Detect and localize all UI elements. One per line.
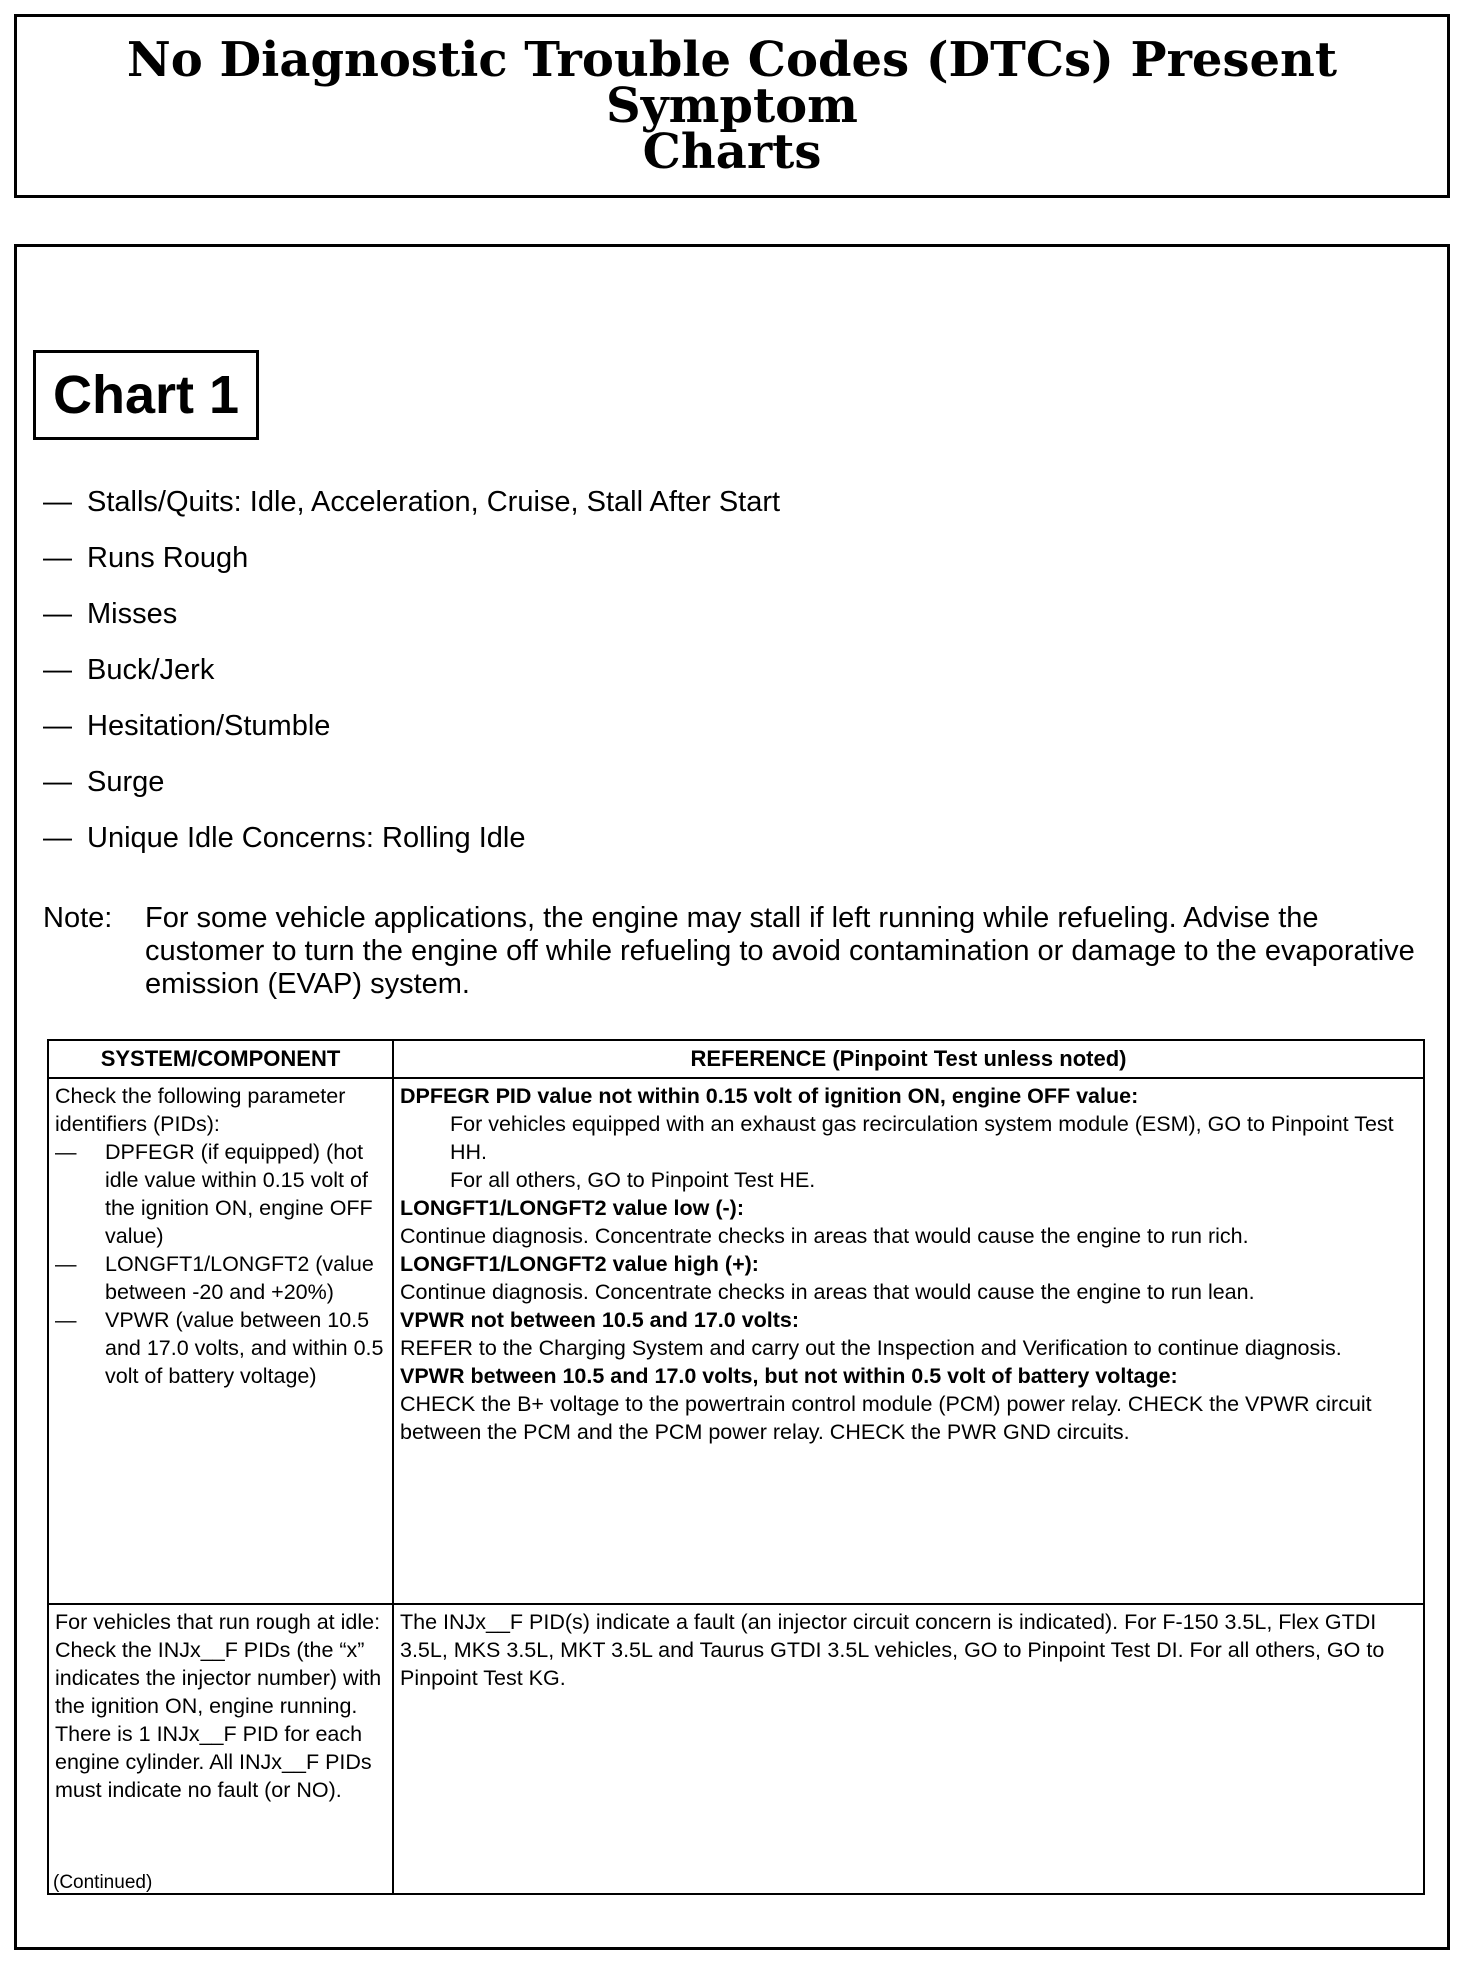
table-header-row: [48, 1040, 1424, 1078]
note-label: Note:: [43, 902, 113, 934]
page-title: [17, 32, 1447, 180]
symptom-item: — Unique Idle Concerns: Rolling Idle: [43, 822, 526, 854]
reference-cell: The INJx__F PID(s) indicate a fault (an injector circuit concern is indicated). For F-150 3.5L, Flex GTDI 3.5L, MKS 3.5L, MKT 3.5L and Taurus GTDI 3.5L vehicles, GO to Pinpoint Test DI. For all others, GO to Pinpoint Test KG.: [393, 1604, 1424, 1894]
chart-section: [14, 244, 1450, 1950]
page-title-box: [14, 14, 1450, 198]
symptom-item: — Buck/Jerk: [43, 654, 215, 686]
symptom-item: — Runs Rough: [43, 542, 249, 574]
continued-label: (Continued): [53, 1872, 153, 1893]
page-title-line2: Charts: [642, 124, 822, 180]
symptom-item: — Surge: [43, 766, 165, 798]
note-text: For some vehicle applications, the engine may stall if left running while refueling. Advise the customer to turn the engine off while refueling to avoid contamination or damage to the evaporative emission (EVAP) system.: [145, 902, 1415, 1000]
system-cell: For vehicles that run rough at idle: Check the INJx__F PIDs (the “x” indicates the injector number) with the ignition ON, engine running. There is 1 INJx__F PID for each engine cylinder. All INJx__F PIDs must indicate no fault (or NO).: [48, 1604, 393, 1894]
reference-cell: DPFEGR PID value not within 0.15 volt of ignition ON, engine OFF value: For vehicles equipped with an exhaust gas recirculation system module (ESM), GO to Pinpoint Test HH. For all others, GO to Pinpoint Test HE. LONGFT1/LONGFT2 value low (-): Continue diagnosis. Concentrate checks in areas that would cause the engine to run rich. LONGFT1/LONGFT2 value high (+): Continue diagnosis. Concentrate checks in areas that would cause the engine to run lean. VPWR not between 10.5 and 17.0 volts: REFER to the Charging System and carry out the Inspection and Verification to continue diagnosis. VPWR between 10.5 and 17.0 volts, but not within 0.5 volt of battery voltage: CHECK the B+ voltage to the powertrain control module (PCM) power relay. CHECK the VPWR circuit between the PCM and the PCM power relay. CHECK the PWR GND circuits.: [393, 1078, 1424, 1604]
column-header-system: SYSTEM/COMPONENT: [48, 1040, 393, 1078]
table-row: [48, 1604, 1424, 1894]
table-row: [48, 1078, 1424, 1604]
symptom-item: — Misses: [43, 598, 178, 630]
symptom-list: [43, 485, 780, 877]
symptom-item: — Stalls/Quits: Idle, Acceleration, Cruise, Stall After Start: [43, 486, 781, 518]
system-cell: Check the following parameter identifiers (PIDs): — DPFEGR (if equipped) (hot idle value within 0.15 volt of the ignition ON, engine OFF value) — LONGFT1/LONGFT2 (value between -20 and +20%) — VPWR (value between 10.5 and 17.0 volts, and within 0.5 volt of battery voltage): [48, 1078, 393, 1604]
note: [43, 902, 1433, 1001]
column-header-reference: REFERENCE (Pinpoint Test unless noted): [393, 1040, 1424, 1078]
chart-label: Chart 1: [33, 350, 259, 440]
page-title-line1: No Diagnostic Trouble Codes (DTCs) Present Symptom: [126, 32, 1338, 134]
symptom-item: — Hesitation/Stumble: [43, 710, 331, 742]
reference-table: [47, 1039, 1425, 1895]
